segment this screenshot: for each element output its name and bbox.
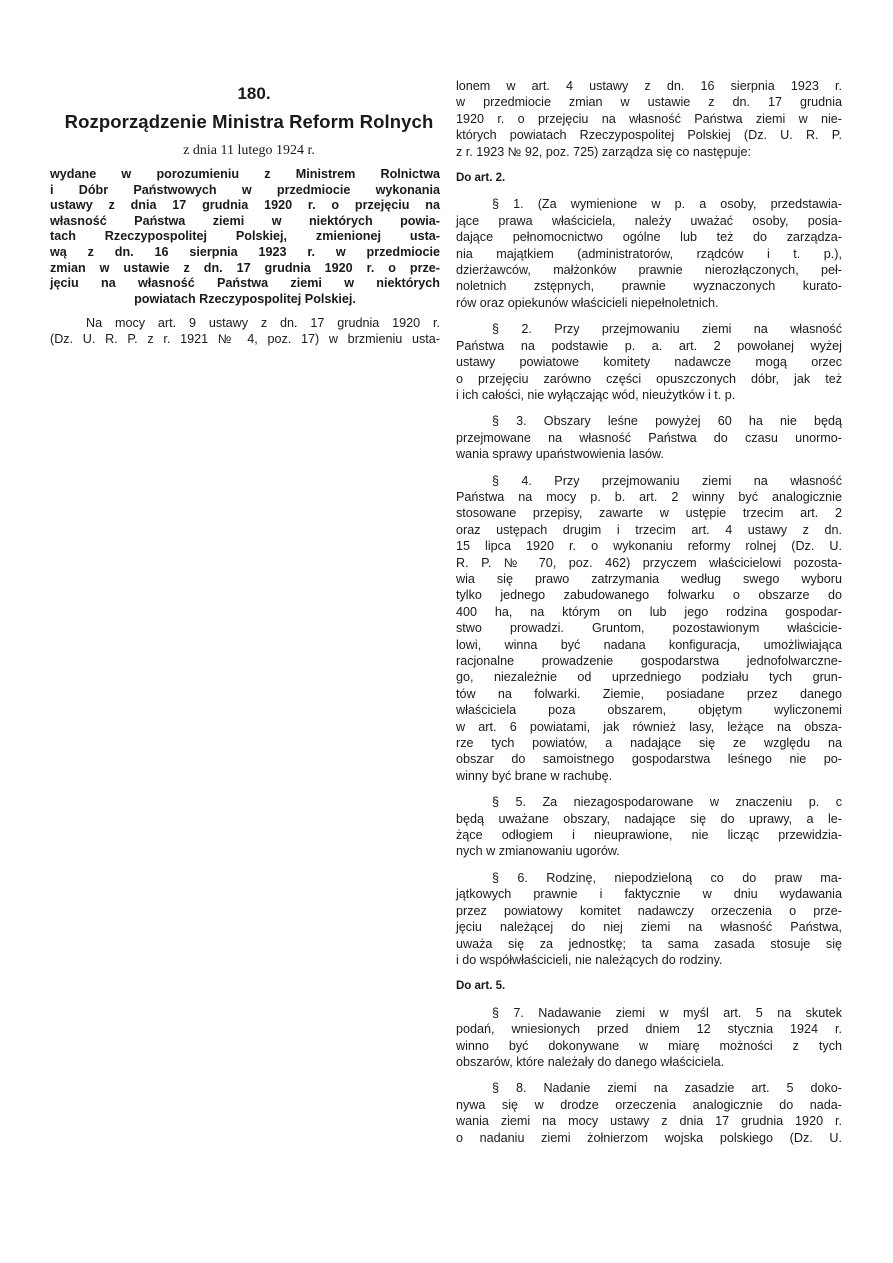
text-line: § 7. Nadawanie ziemi w myśl art. 5 na skutek	[492, 1005, 842, 1020]
text-line: ustawy powiatowe komitety nadawcze mogą orzec	[456, 355, 842, 370]
text-line: będą uważane obszary, nadające się do uprawy, a le-	[456, 811, 842, 826]
text-line: nywa się w drodze orzeczenia analogicznie do nada-	[456, 1097, 842, 1112]
text-line: noletnich zstępnych, prawnie wyznaczonych kurato-	[456, 279, 842, 294]
text-line: tylko jednego zabudowanego folwarku o obszarze do	[456, 588, 842, 603]
paragraph-1	[456, 196, 842, 311]
act-title: Rozporządzenie Ministra Reform Rolnych	[64, 111, 434, 132]
intro-text	[50, 315, 440, 347]
text-line: racjonalne prowadzenie gospodarstwa jednofolwarczne-	[456, 654, 842, 668]
intro-continuation	[456, 78, 842, 160]
text-line: obszarów, które należały do danego właściciela.	[456, 1054, 725, 1069]
text-line: 400 ha, na którym on lub jego rodzina gospodar-	[456, 604, 842, 619]
text-line: 1920 r. o przejęciu na własność Państwa ziemi w nie-	[456, 111, 842, 126]
text-line: tów na folwarki. Ziemie, posiadane przez danego	[456, 686, 842, 701]
text-line: § 2. Przy przejmowaniu ziemi na własność	[492, 322, 842, 337]
subtitle-line: wą z dn. 16 sierpnia 1923 r. w przedmiocie	[50, 244, 440, 259]
act-subtitle	[50, 167, 440, 307]
text-line: Państwa na mocy p. b. art. 2 winny być analogicznie	[456, 489, 842, 504]
intro-line: (Dz. U. R. P. z r. 1921 № 4, poz. 17) w brzmieniu usta-	[50, 332, 440, 347]
text-line: § 6. Rodzinę, niepodzieloną co do praw ma-	[492, 870, 842, 885]
text-line: podań, wniesionych przed dniem 12 stycznia 1924 r.	[456, 1022, 842, 1037]
subtitle-line: zmian w ustawie z dn. 17 grudnia 1920 r. o prze-	[50, 260, 440, 275]
text-line: dzierżawców, małżonków prawnie nierozłączonych, peł-	[456, 263, 842, 278]
text-line: Państwa na podstawie p. a. art. 2 powołanej wyżej	[456, 338, 842, 353]
act-number: 180.	[237, 84, 271, 103]
text-line: o przejęciu zarówno części opuszczonych dóbr, jak też	[456, 371, 842, 386]
text-line: o nadaniu ziemi żołnierzom wojska polskiego (Dz. U.	[456, 1130, 842, 1145]
text-line: wania sprawy upaństwowienia lasów.	[456, 447, 664, 462]
subtitle-line: jęciu na własność Państwa ziemi w niektórych	[50, 276, 440, 291]
intro-line: Na mocy art. 9 ustawy z dn. 17 grudnia 1920 r.	[86, 316, 440, 331]
text-line: nia majątkiem (administratorów, rządców i t. p.),	[456, 246, 842, 261]
text-line: § 4. Przy przejmowaniu ziemi na własność	[492, 473, 842, 488]
text-line: winno być dokonywane w miarę możności z tych	[456, 1038, 842, 1053]
text-line: dające pełnomocnictwo ogólne lub też do zarządza-	[456, 230, 842, 245]
text-line: R. P. № 70, poz. 462) przyczem właścicielowi pozosta-	[456, 555, 842, 570]
text-line: winny być brane w rachubę.	[456, 768, 613, 783]
text-line: stosowane przepisy, zawarte w ustępie trzecim art. 2	[456, 506, 842, 521]
text-line: właściciela poza obszarem, objętym wyliczonemi	[456, 703, 842, 718]
text-line: z r. 1923 № 92, poz. 725) zarządza się co następuje:	[456, 144, 751, 159]
text-line: w przedmiocie zmian w ustawie z dn. 17 grudnia	[456, 95, 842, 110]
paragraph-2	[456, 321, 842, 403]
text-line: go, niezależnie od uprzedniego podziału tych grun-	[456, 670, 842, 685]
paragraph-3	[456, 413, 842, 462]
text-line: stwo prowadzi. Gruntom, pozostawionym właścicie-	[456, 621, 842, 636]
text-line: w art. 6 powiatami, jak również lasy, leżące na obsza-	[456, 719, 842, 734]
text-line: jęciu należącej do niej ziemi na własność Państwa,	[456, 920, 842, 935]
text-line: lonem w art. 4 ustawy z dn. 16 sierpnia 1923 r.	[456, 79, 842, 93]
text-line: i ich całości, nie wyłączając wód, nieużytków i t. p.	[456, 387, 736, 402]
text-line: 15 lipca 1920 r. o wykonaniu reformy rolnej (Dz. U.	[456, 539, 842, 554]
text-line: przez powiatowy komitet nadawczy orzeczenia o prze-	[456, 903, 842, 918]
text-line: § 5. Za niezagospodarowane w znaczeniu p. c	[492, 795, 842, 810]
text-line: wania ziemi na mocy ustawy z dnia 17 grudnia 1920 r.	[456, 1114, 842, 1129]
text-line: wia się prawo zatrzymania według swego wyboru	[456, 571, 842, 586]
act-date: z dnia 11 lutego 1924 r.	[183, 143, 315, 158]
subtitle-last-line: powiatach Rzeczypospolitej Polskiej.	[134, 291, 356, 306]
text-line: uważa się za jednostkę; ta sama zasada stosuje się	[456, 936, 842, 951]
subtitle-line: własność Państwa ziemi w niektórych powia-	[50, 213, 440, 228]
text-line: lowi, winna być nadana konfiguracja, umożliwiająca	[456, 637, 842, 652]
text-line: § 1. (Za wymienione w p. a osoby, przedstawia-	[492, 197, 842, 212]
text-line: przejmowane na własność Państwa do czasu unormo-	[456, 430, 842, 445]
text-line: żące odłogiem i nieuprawione, nie licząc przewidzia-	[456, 828, 842, 843]
paragraph-4	[456, 473, 842, 785]
subtitle-line: wydane w porozumieniu z Ministrem Rolnictwa	[50, 167, 440, 181]
left-column	[50, 84, 440, 347]
paragraph-8	[456, 1080, 842, 1146]
paragraph-6	[456, 870, 842, 968]
text-line: nych w zmianowaniu ugorów.	[456, 844, 620, 859]
text-line: rze tych powiatów, a nadające się ze względu na	[456, 736, 842, 751]
text-line: oraz ustępach drugim i trzecim art. 4 ustawy z dn.	[456, 522, 842, 537]
text-line: rów oraz opiekunów właścicieli niepełnoletnich.	[456, 295, 719, 310]
text-line: obszar do samoistnego gospodarstwa leśnego nie po-	[456, 752, 842, 767]
text-line: których powiatach Rzeczypospolitej Polskiej (Dz. U. R. P.	[456, 128, 842, 143]
paragraph-5	[456, 794, 842, 860]
text-line: i do współwłaścicieli, nie należących do rodziny.	[456, 952, 723, 967]
section-heading-art-5: Do art. 5.	[456, 980, 506, 993]
right-column	[456, 78, 842, 1156]
section-heading-art-2: Do art. 2.	[456, 172, 506, 185]
subtitle-line: i Dóbr Państwowych w przedmiocie wykonania	[50, 182, 440, 197]
paragraph-7	[456, 1005, 842, 1071]
text-line: § 3. Obszary leśne powyżej 60 ha nie będą	[492, 414, 842, 429]
text-line: jątkowych prawnie i faktycznie w dniu wydawania	[456, 887, 842, 902]
text-line: § 8. Nadanie ziemi na zasadzie art. 5 doko-	[492, 1081, 842, 1096]
text-line: jące prawa właściciela, należy uważać osoby, posia-	[456, 213, 842, 228]
subtitle-line: ustawy z dnia 17 grudnia 1920 r. o przejęciu na	[50, 198, 440, 213]
subtitle-line: tach Rzeczypospolitej Polskiej, zmienionej usta-	[50, 229, 440, 244]
